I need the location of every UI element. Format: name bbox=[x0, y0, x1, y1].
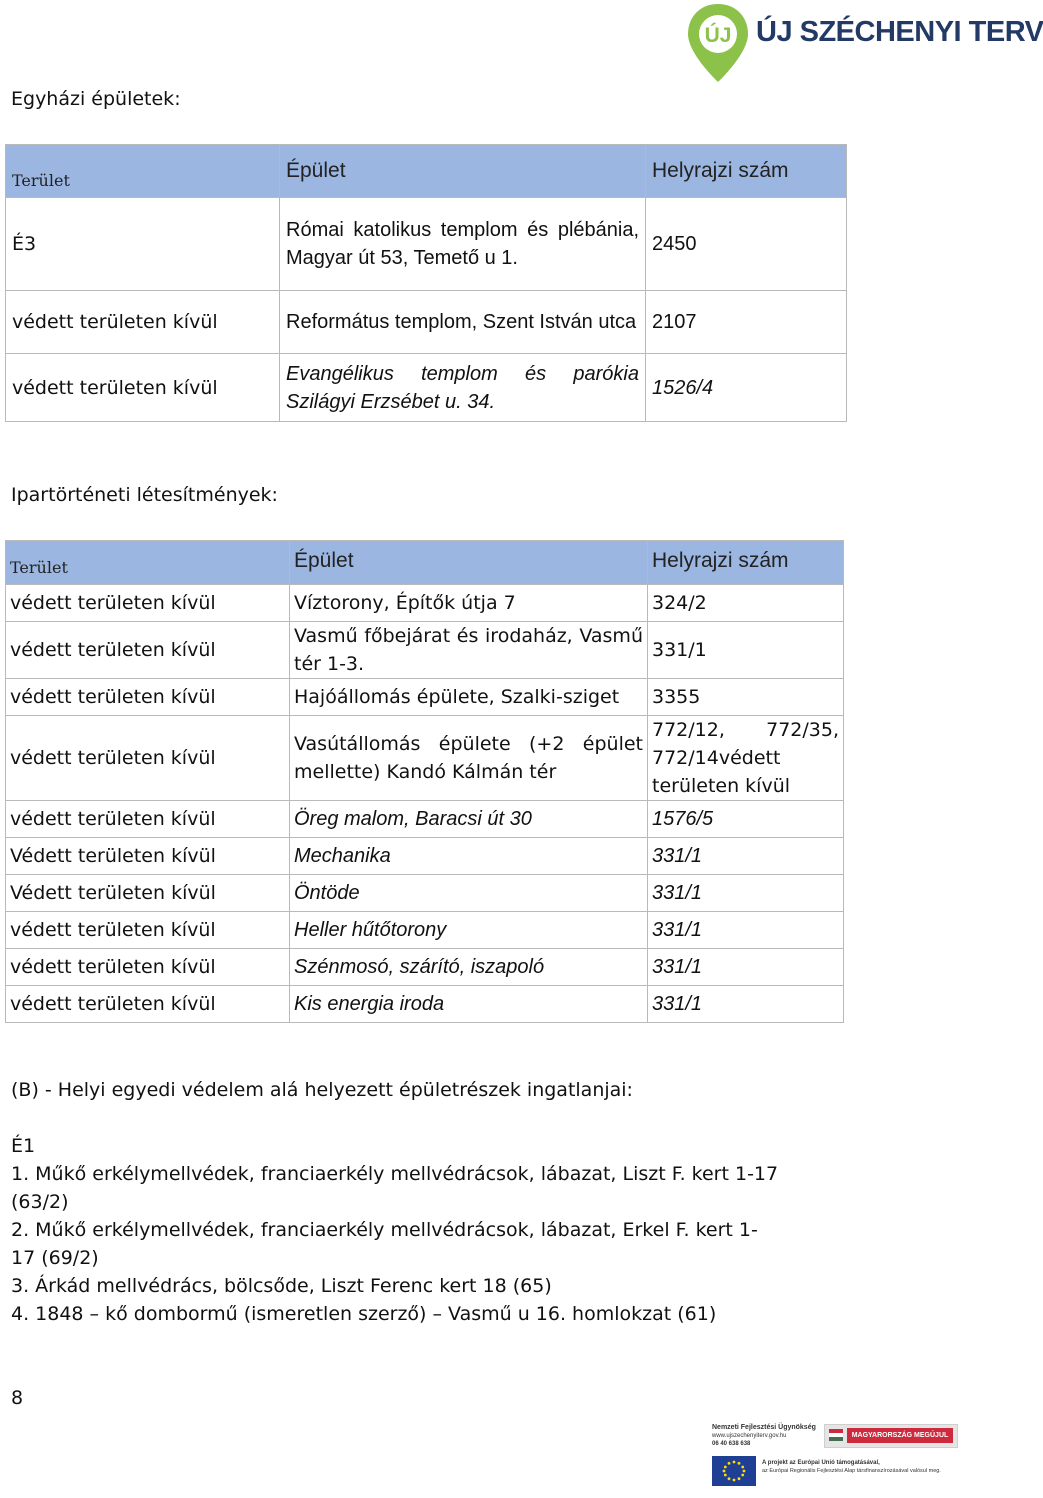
flag-green-stripe bbox=[829, 1437, 843, 1441]
industrial-sites-table bbox=[5, 540, 844, 1023]
protection-code: É1 bbox=[11, 1135, 36, 1157]
cell-lot: 331/1 bbox=[648, 622, 844, 679]
cell-lot: 1576/5 bbox=[648, 801, 844, 838]
szechenyi-terv-logo bbox=[686, 2, 1043, 84]
cell-area: védett területen kívül bbox=[6, 291, 280, 354]
header-building: Épület bbox=[280, 145, 646, 198]
cell-building: Szénmosó, szárító, iszapoló bbox=[290, 949, 648, 986]
table-header-row bbox=[6, 145, 847, 198]
table-row bbox=[6, 801, 844, 838]
eu-stars-icon bbox=[712, 1456, 756, 1486]
cell-building: Heller hűtőtorony bbox=[290, 912, 648, 949]
cell-area: Védett területen kívül bbox=[6, 875, 290, 912]
header-area: Terület bbox=[6, 145, 280, 198]
footer-web: www.ujszechenyiterv.gov.hu bbox=[712, 1433, 787, 1439]
cell-area: É3 bbox=[6, 198, 280, 291]
cell-building: Evangélikus templom és parókia Szilágyi Erzsébet u. 34. bbox=[280, 354, 646, 422]
list-item: (63/2) bbox=[11, 1191, 69, 1213]
list-item: 4. 1848 – kő dombormű (ismeretlen szerző) – Vasmű u 16. homlokzat (61) bbox=[11, 1303, 717, 1325]
cell-lot: 2107 bbox=[646, 291, 847, 354]
cell-area: védett területen kívül bbox=[6, 801, 290, 838]
table-row bbox=[6, 949, 844, 986]
cell-area: védett területen kívül bbox=[6, 949, 290, 986]
list-item: 17 (69/2) bbox=[11, 1247, 99, 1269]
cell-building: Római katolikus templom és plébánia, Magyar út 53, Temető u 1. bbox=[280, 198, 646, 291]
list-item: 3. Árkád mellvédrács, bölcsőde, Liszt Ferenc kert 18 (65) bbox=[11, 1275, 552, 1297]
cell-building: Öreg malom, Baracsi út 30 bbox=[290, 801, 648, 838]
table-row bbox=[6, 291, 847, 354]
list-item: 2. Műkő erkélymellvédek, franciaerkély mellvédrácsok, lábazat, Erkel F. kert 1- bbox=[11, 1219, 758, 1241]
cell-area: védett területen kívül bbox=[6, 354, 280, 422]
cell-area: Védett területen kívül bbox=[6, 838, 290, 875]
table-row bbox=[6, 986, 844, 1023]
cell-lot: 1526/4 bbox=[646, 354, 847, 422]
cell-building: Öntöde bbox=[290, 875, 648, 912]
cell-area: védett területen kívül bbox=[6, 585, 290, 622]
table-row bbox=[6, 716, 844, 801]
header-lot: Helyrajzi szám bbox=[648, 541, 844, 585]
church-buildings-table bbox=[5, 144, 847, 422]
eu-line-2: az Európai Regionális Fejlesztési Alap társfinanszírozásával valósul meg. bbox=[762, 1468, 941, 1474]
table-row bbox=[6, 679, 844, 716]
eu-line-1: A projekt az Európai Unió támogatásával, bbox=[762, 1460, 880, 1466]
cell-area: védett területen kívül bbox=[6, 622, 290, 679]
page-number: 8 bbox=[11, 1387, 24, 1409]
cell-lot: 324/2 bbox=[648, 585, 844, 622]
footer-agency: Nemzeti Fejlesztési Ügynökség bbox=[712, 1424, 816, 1431]
footer-logo-block bbox=[708, 1422, 958, 1492]
cell-lot: 2450 bbox=[646, 198, 847, 291]
cell-building: Vasútállomás épülete (+2 épület mellette) Kandó Kálmán tér bbox=[290, 716, 648, 801]
table-row bbox=[6, 622, 844, 679]
section-heading-industrial: Ipartörténeti létesítmények: bbox=[11, 484, 278, 506]
table-row bbox=[6, 198, 847, 291]
section-heading-partial-protection: (B) - Helyi egyedi védelem alá helyezett épületrészek ingatlanjai: bbox=[11, 1079, 633, 1101]
cell-lot: 331/1 bbox=[648, 949, 844, 986]
logo-brand-text: ÚJ SZÉCHENYI TERV bbox=[756, 16, 1043, 48]
table-row bbox=[6, 838, 844, 875]
cell-lot: 331/1 bbox=[648, 838, 844, 875]
cell-building: Kis energia iroda bbox=[290, 986, 648, 1023]
cell-lot: 3355 bbox=[648, 679, 844, 716]
cell-lot: 772/12, 772/35, 772/14védett területen kívül bbox=[648, 716, 844, 801]
country-badge bbox=[824, 1424, 958, 1448]
header-building: Épület bbox=[290, 541, 648, 585]
section-heading-church: Egyházi épületek: bbox=[11, 88, 181, 110]
cell-area: védett területen kívül bbox=[6, 912, 290, 949]
list-item: 1. Műkő erkélymellvédek, franciaerkély mellvédrácsok, lábazat, Liszt F. kert 1-17 bbox=[11, 1163, 779, 1185]
cell-area: védett területen kívül bbox=[6, 986, 290, 1023]
table-row bbox=[6, 875, 844, 912]
table-row bbox=[6, 354, 847, 422]
cell-building: Református templom, Szent István utca bbox=[280, 291, 646, 354]
country-badge-text: MAGYARORSZÁG MEGÚJUL bbox=[847, 1428, 953, 1443]
eu-flag-icon bbox=[712, 1456, 756, 1486]
cell-area: védett területen kívül bbox=[6, 716, 290, 801]
header-lot: Helyrajzi szám bbox=[646, 145, 847, 198]
table-row bbox=[6, 585, 844, 622]
cell-building: Víztorony, Építők útja 7 bbox=[290, 585, 648, 622]
cell-lot: 331/1 bbox=[648, 875, 844, 912]
cell-building: Vasmű főbejárat és irodaház, Vasmű tér 1-3. bbox=[290, 622, 648, 679]
table-header-row bbox=[6, 541, 844, 585]
protection-list bbox=[11, 1160, 778, 1328]
cell-area: védett területen kívül bbox=[6, 679, 290, 716]
cell-building: Mechanika bbox=[290, 838, 648, 875]
cell-lot: 331/1 bbox=[648, 986, 844, 1023]
footer-phone: 06 40 638 638 bbox=[712, 1441, 751, 1447]
header-area: Terület bbox=[6, 541, 290, 585]
logo-badge-text: ÚJ bbox=[704, 24, 732, 47]
map-pin-logo-icon bbox=[686, 2, 750, 84]
cell-lot: 331/1 bbox=[648, 912, 844, 949]
cell-building: Hajóállomás épülete, Szalki-sziget bbox=[290, 679, 648, 716]
table-row bbox=[6, 912, 844, 949]
